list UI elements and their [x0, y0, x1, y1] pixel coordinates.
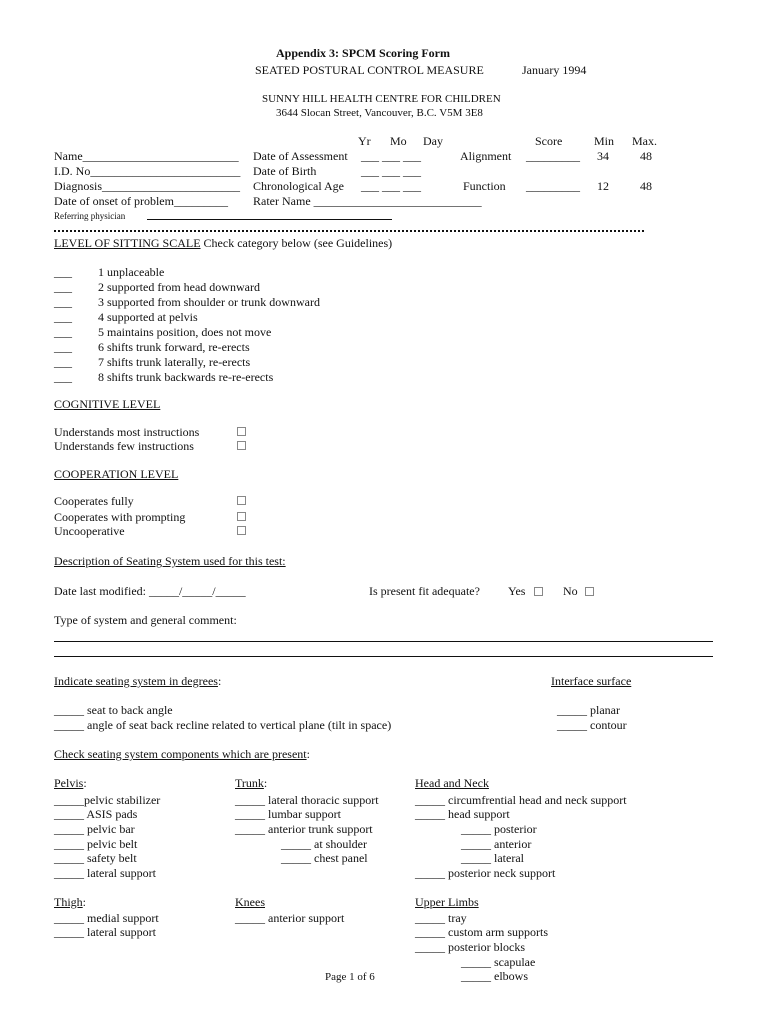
sitting-item-7: 7 shifts trunk laterally, re-erects	[98, 355, 251, 369]
chrono-age-label: Chronological Age	[253, 179, 344, 193]
fit-no-label: No	[563, 584, 578, 598]
date-birth-label: Date of Birth	[253, 164, 317, 178]
col-year: Yr	[358, 134, 371, 148]
planar-row[interactable]: _____ planar	[557, 703, 620, 717]
pelvis-header	[54, 776, 87, 790]
dotted-divider	[54, 230, 644, 232]
seating-heading: Description of Seating System used for this test:	[54, 554, 286, 568]
comment-line-1[interactable]	[54, 641, 713, 642]
upper-item-4[interactable]: _____ scapulae	[461, 955, 536, 969]
trunk-item-1[interactable]: _____ lateral thoracic support	[235, 793, 379, 807]
page-title: Appendix 3: SPCM Scoring Form	[276, 46, 450, 60]
date-birth-input[interactable]: ___ ___ ___	[361, 164, 421, 178]
sitting-blank-2[interactable]: ___	[54, 280, 72, 294]
cooperation-checkbox-3[interactable]	[237, 526, 246, 535]
sitting-item-8: 8 shifts trunk backwards re-re-erects	[98, 370, 274, 384]
diagnosis-field[interactable]: Diagnosis_______________________	[54, 179, 240, 193]
onset-field[interactable]: Date of onset of problem_________	[54, 194, 228, 208]
upper-limbs-heading: Upper Limbs	[415, 895, 479, 909]
head-neck-heading: Head and Neck	[415, 776, 489, 790]
alignment-label: Alignment	[460, 149, 512, 163]
degrees-heading: Indicate seating system in degrees	[54, 674, 218, 688]
cooperation-checkbox-1[interactable]	[237, 496, 246, 505]
upper-item-1[interactable]: _____ tray	[415, 911, 467, 925]
fit-no-checkbox[interactable]	[585, 587, 594, 596]
sitting-blank-6[interactable]: ___	[54, 340, 72, 354]
alignment-max: 48	[640, 149, 652, 163]
sitting-blank-5[interactable]: ___	[54, 325, 72, 339]
head-item-1[interactable]: _____ circumfrential head and neck support	[415, 793, 627, 807]
degrees-colon: :	[217, 674, 222, 688]
upper-item-2[interactable]: _____ custom arm supports	[415, 925, 548, 939]
col-max: Max.	[632, 134, 657, 148]
trunk-item-2[interactable]: _____ lumbar support	[235, 807, 341, 821]
pelvis-item-1[interactable]: _____pelvic stabilizer	[54, 793, 161, 807]
function-label: Function	[463, 179, 506, 193]
recline-angle-row[interactable]: _____ angle of seat back recline related to vertical plane (tilt in space)	[54, 718, 392, 732]
cooperation-item-2: Cooperates with prompting	[54, 510, 186, 524]
col-day: Day	[423, 134, 443, 148]
pelvis-heading: Pelvis	[54, 776, 84, 790]
pelvis-colon: :	[83, 776, 87, 790]
organization-name: SUNNY HILL HEALTH CENTRE FOR CHILDREN	[262, 93, 501, 105]
interface-heading: Interface surface	[551, 674, 632, 688]
seat-back-angle-row[interactable]: _____ seat to back angle	[54, 703, 173, 717]
date-assessment-label: Date of Assessment	[253, 149, 348, 163]
type-system-label: Type of system and general comment:	[54, 613, 237, 627]
cooperation-heading: COOPERATION LEVEL	[54, 467, 179, 481]
form-subtitle: SEATED POSTURAL CONTROL MEASURE	[255, 63, 484, 77]
head-item-2[interactable]: _____ head support	[415, 807, 510, 821]
fit-yes-checkbox[interactable]	[534, 587, 543, 596]
thigh-item-1[interactable]: _____ medial support	[54, 911, 159, 925]
head-item-6[interactable]: _____ posterior neck support	[415, 866, 556, 880]
upper-item-5[interactable]: _____ elbows	[461, 969, 528, 983]
sitting-scale-heading: LEVEL OF SITTING SCALE	[54, 236, 201, 250]
name-field[interactable]: Name__________________________	[54, 149, 239, 163]
date-modified-field[interactable]: Date last modified: _____/_____/_____	[54, 584, 246, 598]
cognitive-checkbox-1[interactable]	[237, 427, 246, 436]
trunk-item-5[interactable]: _____ chest panel	[281, 851, 368, 865]
function-score-input[interactable]: _________	[526, 179, 580, 193]
date-assessment-input[interactable]: ___ ___ ___	[361, 149, 421, 163]
thigh-colon: :	[82, 895, 87, 909]
sitting-item-1: 1 unplaceable	[98, 265, 165, 279]
cognitive-item-2: Understands few instructions	[54, 439, 194, 453]
col-min: Min	[594, 134, 615, 148]
contour-row[interactable]: _____ contour	[557, 718, 627, 732]
referring-physician-label: Referring physician	[54, 211, 126, 221]
sitting-blank-1[interactable]: ___	[54, 265, 72, 279]
head-item-3[interactable]: _____ posterior	[461, 822, 537, 836]
cognitive-item-1: Understands most instructions	[54, 425, 200, 439]
form-date: January 1994	[522, 63, 587, 77]
sitting-blank-7[interactable]: ___	[54, 355, 72, 369]
head-item-5[interactable]: _____ lateral	[461, 851, 524, 865]
sitting-item-6: 6 shifts trunk forward, re-erects	[98, 340, 250, 354]
cognitive-checkbox-2[interactable]	[237, 441, 246, 450]
sitting-item-3: 3 supported from shoulder or trunk downward	[98, 295, 320, 309]
sitting-scale-note: Check category below (see Guidelines)	[203, 236, 393, 250]
thigh-header	[54, 895, 86, 909]
components-header	[54, 747, 310, 761]
function-max: 48	[640, 179, 652, 193]
components-colon: :	[306, 747, 310, 761]
sitting-blank-3[interactable]: ___	[54, 295, 72, 309]
thigh-heading: Thigh	[54, 895, 83, 909]
chrono-age-input[interactable]: ___ ___ ___	[361, 179, 421, 193]
trunk-colon: :	[263, 776, 268, 790]
trunk-heading: Trunk	[235, 776, 264, 790]
referring-physician-line[interactable]	[147, 219, 392, 220]
pelvis-item-5[interactable]: _____ safety belt	[54, 851, 137, 865]
components-heading: Check seating system components which are present	[54, 747, 307, 761]
rater-name-field[interactable]: Rater Name ____________________________	[253, 194, 482, 208]
organization-address: 3644 Slocan Street, Vancouver, B.C. V5M 3E8	[276, 107, 483, 119]
sitting-scale-header	[54, 236, 392, 250]
trunk-item-4[interactable]: _____ at shoulder	[281, 837, 367, 851]
alignment-score-input[interactable]: _________	[526, 149, 580, 163]
sitting-blank-4[interactable]: ___	[54, 310, 72, 324]
trunk-header	[235, 776, 267, 790]
alignment-min: 34	[597, 149, 609, 163]
upper-item-3[interactable]: _____ posterior blocks	[415, 940, 525, 954]
cooperation-item-1: Cooperates fully	[54, 494, 134, 508]
id-field[interactable]: I.D. No_________________________	[54, 164, 241, 178]
cognitive-heading: COGNITIVE LEVEL	[54, 397, 161, 411]
col-score: Score	[535, 134, 563, 148]
cooperation-checkbox-2[interactable]	[237, 512, 246, 521]
trunk-item-3[interactable]: _____ anterior trunk support	[235, 822, 373, 836]
fit-yes-label: Yes	[508, 584, 526, 598]
degrees-header	[54, 674, 221, 688]
sitting-blank-8[interactable]: ___	[54, 370, 72, 384]
head-item-4[interactable]: _____ anterior	[461, 837, 532, 851]
sitting-item-4: 4 supported at pelvis	[98, 310, 198, 324]
pelvis-item-6[interactable]: _____ lateral support	[54, 866, 156, 880]
sitting-item-5: 5 maintains position, does not move	[98, 325, 272, 339]
pelvis-item-4[interactable]: _____ pelvic belt	[54, 837, 138, 851]
fit-question: Is present fit adequate?	[369, 584, 480, 598]
pelvis-item-2[interactable]: _____ ASIS pads	[54, 807, 138, 821]
knees-item-1[interactable]: _____ anterior support	[235, 911, 345, 925]
pelvis-item-3[interactable]: _____ pelvic bar	[54, 822, 135, 836]
col-month: Mo	[390, 134, 407, 148]
function-min: 12	[597, 179, 609, 193]
knees-heading: Knees	[235, 895, 265, 909]
comment-line-2[interactable]	[54, 656, 713, 657]
page-number: Page 1 of 6	[325, 971, 375, 983]
thigh-item-2[interactable]: _____ lateral support	[54, 925, 156, 939]
cooperation-item-3: Uncooperative	[54, 524, 125, 538]
sitting-item-2: 2 supported from head downward	[98, 280, 260, 294]
